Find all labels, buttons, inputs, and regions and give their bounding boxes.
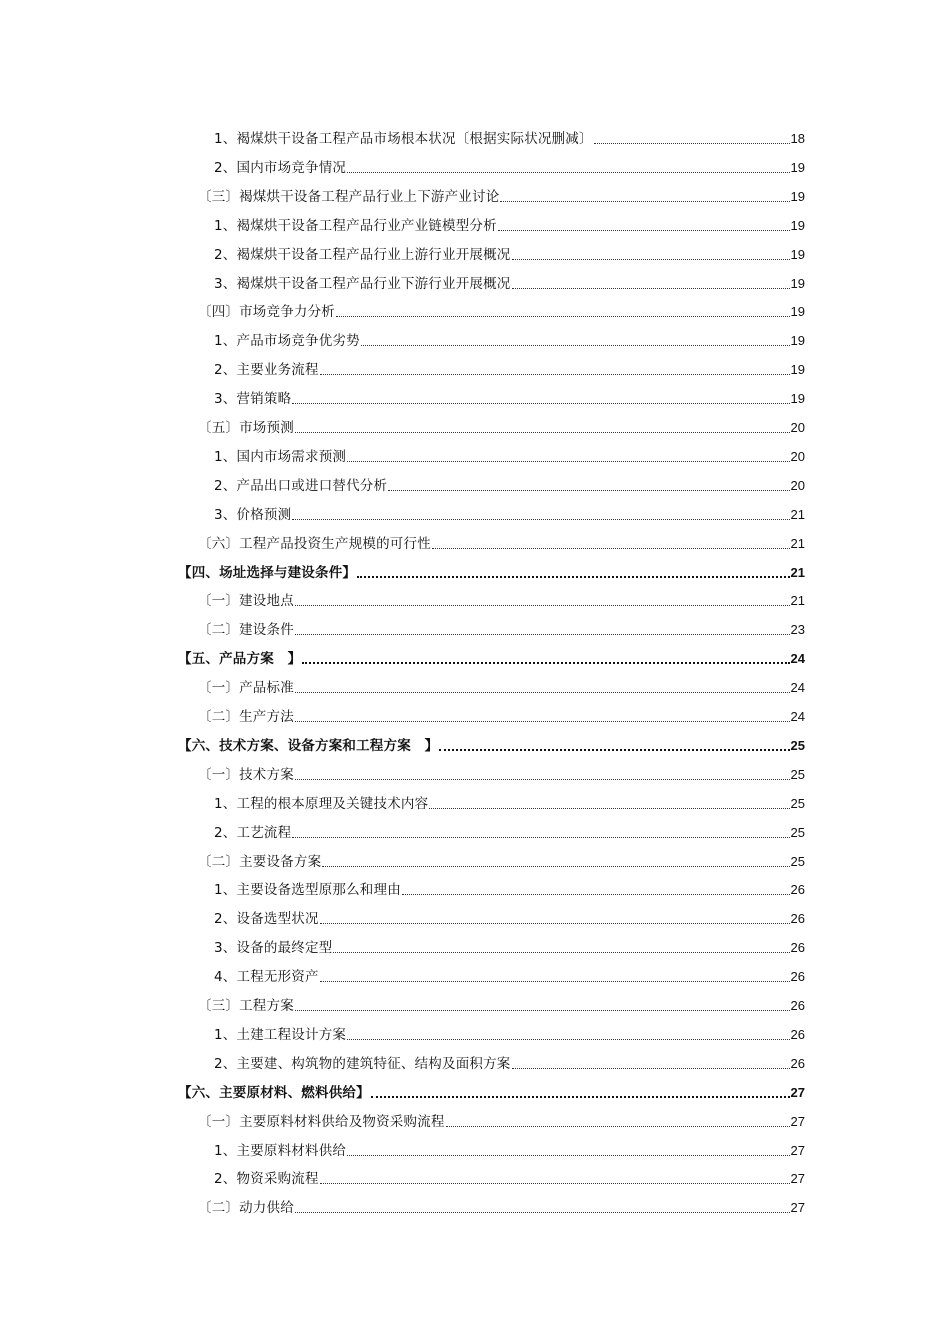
toc-entry-title: 1、工程的根本原理及关键技术内容 xyxy=(214,795,429,812)
toc-entry[interactable] xyxy=(214,470,805,494)
toc-dot-leader xyxy=(295,1010,790,1011)
toc-entry-title: 1、产品市场竞争优劣势 xyxy=(214,333,360,350)
toc-dot-leader xyxy=(295,692,790,693)
toc-entry[interactable] xyxy=(214,383,805,407)
toc-entry-title: 3、设备的最终定型 xyxy=(214,940,333,957)
toc-entry-page-number: 26 xyxy=(790,998,805,1013)
toc-dot-leader xyxy=(429,808,789,809)
toc-entry[interactable] xyxy=(214,1163,805,1187)
toc-entry[interactable] xyxy=(214,123,805,147)
toc-entry-title: 【六、技术方案、设备方案和工程方案 】 xyxy=(178,737,439,754)
toc-entry[interactable] xyxy=(198,701,805,725)
toc-entry-page-number: 26 xyxy=(790,940,805,956)
toc-entry-page-number: 20 xyxy=(790,448,805,464)
toc-dot-leader xyxy=(439,749,789,751)
toc-entry-title: 1、褐煤烘干设备工程产品市场根本状况〔根据实际状况删减〕 xyxy=(214,131,593,147)
toc-entry[interactable] xyxy=(214,499,805,523)
toc-dot-leader xyxy=(347,172,789,173)
toc-entry-title: 1、褐煤烘干设备工程产品行业产业链模型分析 xyxy=(214,217,497,234)
toc-entry-page-number: 19 xyxy=(790,275,805,291)
toc-entry-title: 2、设备选型状况 xyxy=(214,911,319,928)
toc-entry-title: 〔三〕褐煤烘干设备工程产品行业上下游产业讨论 xyxy=(198,188,500,205)
toc-dot-leader xyxy=(295,634,790,635)
toc-entry-page-number: 27 xyxy=(790,1200,805,1216)
toc-dot-leader xyxy=(371,1096,790,1098)
toc-entry-page-number: 26 xyxy=(790,882,805,898)
toc-entry-page-number: 26 xyxy=(790,1026,805,1042)
toc-entry-title: 〔四〕市场竞争力分析 xyxy=(198,304,335,321)
toc-entry-title: 〔一〕主要原料材料供给及物资采购流程 xyxy=(198,1113,445,1130)
toc-entry-title: 2、褐煤烘干设备工程产品行业上游行业开展概况 xyxy=(214,246,511,263)
toc-entry[interactable] xyxy=(214,1135,805,1159)
toc-dot-leader xyxy=(320,374,790,375)
toc-entry-page-number: 21 xyxy=(790,564,805,580)
toc-entry[interactable] xyxy=(198,585,805,609)
toc-dot-leader xyxy=(498,230,790,231)
toc-entry[interactable] xyxy=(214,152,805,176)
toc-entry-page-number: 27 xyxy=(790,1113,805,1129)
toc-entry-page-number: 19 xyxy=(790,362,805,378)
toc-entry[interactable] xyxy=(198,181,805,205)
toc-dot-leader xyxy=(295,779,790,780)
toc-entry-page-number: 26 xyxy=(790,1055,805,1071)
toc-dot-leader xyxy=(302,662,789,664)
toc-entry-page-number: 19 xyxy=(790,217,805,233)
toc-entry-title: 〔二〕主要设备方案 xyxy=(198,853,322,870)
toc-dot-leader xyxy=(594,143,790,144)
toc-entry[interactable] xyxy=(214,788,805,812)
toc-entry[interactable] xyxy=(214,354,805,378)
toc-entry-title: 4、工程无形资产 xyxy=(214,969,319,986)
toc-dot-leader xyxy=(295,605,790,606)
toc-entry-page-number: 25 xyxy=(790,766,805,782)
toc-entry-title: 【五、产品方案 】 xyxy=(178,651,302,668)
toc-entry-page-number: 19 xyxy=(790,159,805,175)
toc-entry-title: 2、工艺流程 xyxy=(214,824,292,841)
toc-entry-page-number: 19 xyxy=(790,188,805,204)
toc-dot-leader xyxy=(322,866,789,867)
toc-entry-page-number: 25 xyxy=(790,795,805,811)
toc-entry-page-number: 24 xyxy=(790,651,805,667)
toc-entry[interactable] xyxy=(198,672,805,696)
toc-entry-page-number: 19 xyxy=(790,391,805,407)
toc-entry[interactable] xyxy=(198,412,805,436)
toc-entry[interactable] xyxy=(214,817,805,841)
toc-entry[interactable] xyxy=(198,614,805,638)
toc-dot-leader xyxy=(432,548,790,549)
toc-dot-leader xyxy=(388,490,789,491)
toc-entry-page-number: 25 xyxy=(790,853,805,869)
toc-dot-leader xyxy=(347,461,789,462)
toc-entry-title: 〔三〕工程方案 xyxy=(198,998,294,1014)
toc-entry[interactable] xyxy=(214,1048,805,1072)
toc-entry-title: 〔二〕建设条件 xyxy=(198,622,294,639)
toc-entry[interactable] xyxy=(214,441,805,465)
toc-entry[interactable] xyxy=(198,1106,805,1130)
toc-entry[interactable] xyxy=(178,730,805,754)
toc-entry[interactable] xyxy=(198,1192,805,1216)
toc-entry[interactable] xyxy=(214,961,805,985)
toc-entry[interactable] xyxy=(198,990,805,1014)
toc-dot-leader xyxy=(512,259,790,260)
toc-dot-leader xyxy=(402,894,790,895)
toc-dot-leader xyxy=(357,576,789,578)
toc-entry-title: 〔六〕工程产品投资生产规模的可行性 xyxy=(198,535,431,552)
toc-dot-leader xyxy=(295,432,790,433)
toc-dot-leader xyxy=(446,1126,790,1127)
toc-entry-title: 〔五〕市场预测 xyxy=(198,420,294,436)
toc-entry[interactable] xyxy=(178,1077,805,1101)
toc-dot-leader xyxy=(512,1068,790,1069)
toc-entry-page-number: 20 xyxy=(790,477,805,493)
toc-dot-leader xyxy=(292,403,789,404)
toc-dot-leader xyxy=(333,952,789,953)
toc-dot-leader xyxy=(320,923,790,924)
toc-entry-page-number: 25 xyxy=(790,737,805,753)
toc-dot-leader xyxy=(361,345,790,346)
toc-entry[interactable] xyxy=(198,759,805,783)
toc-entry[interactable] xyxy=(198,296,805,320)
toc-dot-leader xyxy=(336,316,790,317)
toc-entry[interactable] xyxy=(214,210,805,234)
toc-dot-leader xyxy=(512,288,790,289)
toc-entry-page-number: 21 xyxy=(790,506,805,522)
toc-entry[interactable] xyxy=(214,325,805,349)
toc-entry[interactable] xyxy=(198,846,805,870)
toc-entry-title: 〔二〕生产方法 xyxy=(198,709,294,725)
toc-entry-page-number: 24 xyxy=(790,680,805,696)
toc-entry-page-number: 27 xyxy=(790,1142,805,1158)
toc-dot-leader xyxy=(347,1155,789,1156)
toc-dot-leader xyxy=(292,837,789,838)
toc-entry[interactable] xyxy=(214,903,805,927)
toc-entry-title: 3、褐煤烘干设备工程产品行业下游行业开展概况 xyxy=(214,275,511,292)
toc-entry-title: 2、物资采购流程 xyxy=(214,1171,319,1188)
toc-entry-page-number: 26 xyxy=(790,911,805,927)
toc-entry-title: 〔一〕技术方案 xyxy=(198,766,294,783)
toc-entry-page-number: 19 xyxy=(790,304,805,320)
toc-entry-title: 2、国内市场竞争情况 xyxy=(214,159,347,176)
toc-entry-page-number: 26 xyxy=(790,969,805,985)
toc-dot-leader xyxy=(500,201,789,202)
toc-entry-title: 1、主要设备选型原那么和理由 xyxy=(214,882,401,899)
toc-entry[interactable] xyxy=(214,874,805,898)
toc-entry-page-number: 21 xyxy=(790,593,805,609)
toc-entry-title: 【六、主要原材料、燃料供给】 xyxy=(178,1084,370,1101)
toc-entry-page-number: 27 xyxy=(790,1171,805,1187)
toc-dot-leader xyxy=(292,519,789,520)
toc-dot-leader xyxy=(295,721,790,722)
toc-entry-page-number: 19 xyxy=(790,333,805,349)
toc-entry-title: 〔一〕建设地点 xyxy=(198,593,294,610)
toc-entry[interactable] xyxy=(178,557,805,581)
toc-entry[interactable] xyxy=(214,1019,805,1043)
toc-entry-title: 3、营销策略 xyxy=(214,391,292,408)
toc-entry-page-number: 18 xyxy=(790,131,805,146)
toc-entry[interactable] xyxy=(214,268,805,292)
toc-entry-page-number: 24 xyxy=(790,709,805,724)
toc-dot-leader xyxy=(347,1039,789,1040)
toc-entry[interactable] xyxy=(198,528,805,552)
toc-entry-title: 2、产品出口或进口替代分析 xyxy=(214,477,388,494)
toc-entry-page-number: 19 xyxy=(790,246,805,262)
toc-entry-page-number: 20 xyxy=(790,420,805,435)
toc-entry-title: 1、国内市场需求预测 xyxy=(214,448,347,465)
toc-entry-title: 【四、场址选择与建设条件】 xyxy=(178,564,357,581)
toc-entry-page-number: 27 xyxy=(790,1084,805,1100)
toc-entry-page-number: 21 xyxy=(790,535,805,551)
toc-entry-title: 1、主要原料材料供给 xyxy=(214,1142,347,1159)
toc-entry[interactable] xyxy=(214,239,805,263)
toc-entry-page-number: 25 xyxy=(790,824,805,840)
toc-entry-title: 〔二〕动力供给 xyxy=(198,1200,294,1217)
toc-entry[interactable] xyxy=(178,643,805,667)
toc-entry[interactable] xyxy=(214,932,805,956)
toc-entry-page-number: 23 xyxy=(790,622,805,638)
toc-entry-title: 2、主要业务流程 xyxy=(214,362,319,379)
toc-dot-leader xyxy=(320,1183,790,1184)
toc-entry-title: 1、土建工程设计方案 xyxy=(214,1026,347,1043)
toc-dot-leader xyxy=(295,1212,790,1213)
toc-dot-leader xyxy=(320,981,790,982)
toc-entry-title: 3、价格预测 xyxy=(214,506,292,523)
toc-entry-title: 〔一〕产品标准 xyxy=(198,680,294,697)
toc-entry-title: 2、主要建、构筑物的建筑特征、结构及面积方案 xyxy=(214,1055,511,1072)
